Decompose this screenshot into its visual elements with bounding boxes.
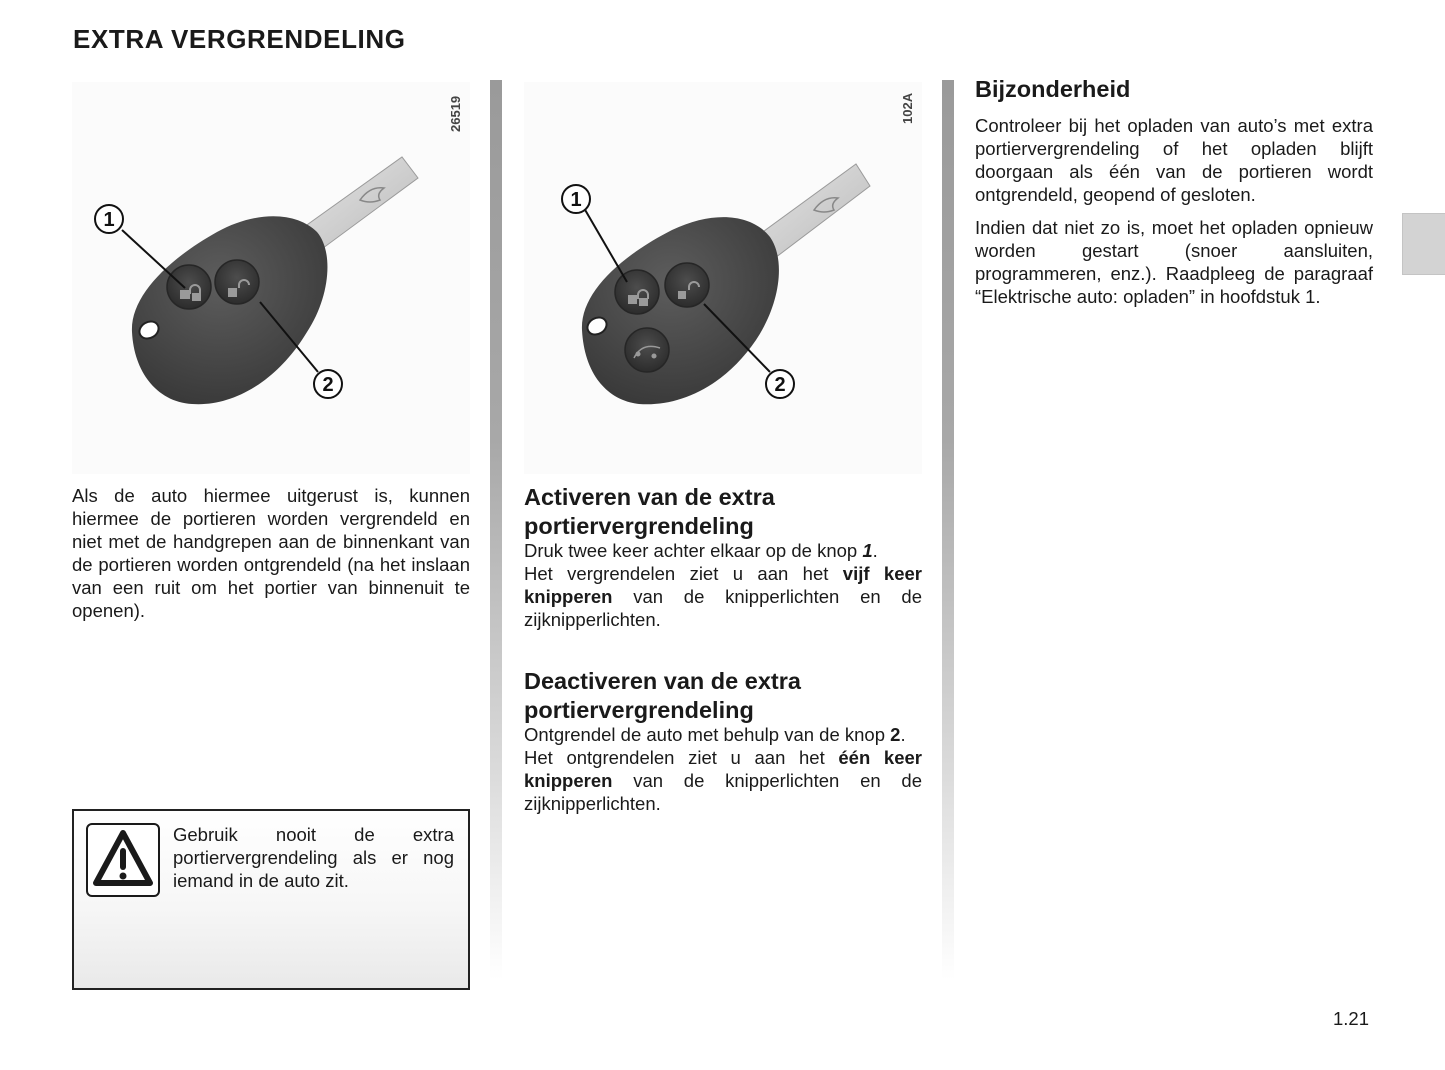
special-paragraph-2: Indien dat niet zo is, moet het opladen opnieuw worden gestart (snoer aansluiten, programmeren, enz.). Raadpleeg de paragraaf “Elektrische auto: opladen” in hoofdstuk 1. <box>975 217 1373 307</box>
warning-box <box>72 809 470 990</box>
callout-2 <box>314 370 342 398</box>
callout-2 <box>766 370 794 398</box>
heading-activate: Activeren van de extra portiervergrendeling <box>524 484 775 539</box>
special-paragraph-1: Controleer bij het opladen van auto’s met extra portiervergrendeling of het opladen blijft doorgaan als één van de portieren wordt ontgrendeld, geopend of gesloten. <box>975 115 1373 205</box>
svg-text:1: 1 <box>570 189 582 211</box>
activate-instruction: Druk twee keer achter elkaar op de knop 1. <box>524 540 878 561</box>
column-divider-right <box>942 80 954 980</box>
svg-text:2: 2 <box>774 374 786 396</box>
deactivate-paragraph <box>524 723 922 815</box>
callout-1 <box>562 185 590 213</box>
svg-text:2: 2 <box>322 374 334 396</box>
heading-special: Bijzonderheid <box>975 76 1131 102</box>
figure-code: 102A <box>900 92 915 124</box>
chapter-thumb-tab <box>1402 213 1445 275</box>
figure-two-button-key <box>72 82 470 474</box>
column-divider-left <box>490 80 502 980</box>
three-button-key-illustration <box>524 82 922 474</box>
svg-text:1: 1 <box>103 209 115 231</box>
deactivate-feedback: Het ontgrendelen ziet u aan het één keer knipperen van de knipperlichten en de zijknipperlichten. <box>524 747 922 814</box>
warning-text: Gebruik nooit de extra portiervergrendeling als er nog iemand in de auto zit. <box>173 824 454 891</box>
page-number: 1.21 <box>1333 1008 1370 1029</box>
warning-triangle-icon <box>86 823 160 897</box>
callout-1 <box>95 205 123 233</box>
activate-feedback: Het vergrendelen ziet u aan het vijf keer knipperen van de knipperlichten en de zijknipperlichten. <box>524 563 922 630</box>
figure-three-button-key <box>524 82 922 474</box>
activate-paragraph <box>524 539 922 631</box>
two-button-key-illustration <box>72 82 470 474</box>
figure-code: 26519 <box>448 95 463 132</box>
heading-deactivate: Deactiveren van de extra portiervergrendeling <box>524 668 801 723</box>
deactivate-instruction: Ontgrendel de auto met behulp van de knop 2. <box>524 724 906 745</box>
page-title: EXTRA VERGRENDELING <box>73 24 406 54</box>
intro-paragraph: Als de auto hiermee uitgerust is, kunnen hiermee de portieren worden vergrendeld en niet met de handgrepen aan de binnenkant van de portieren worden ontgrendeld (na het inslaan van een ruit om het portier van binnenuit te openen). <box>72 485 470 621</box>
